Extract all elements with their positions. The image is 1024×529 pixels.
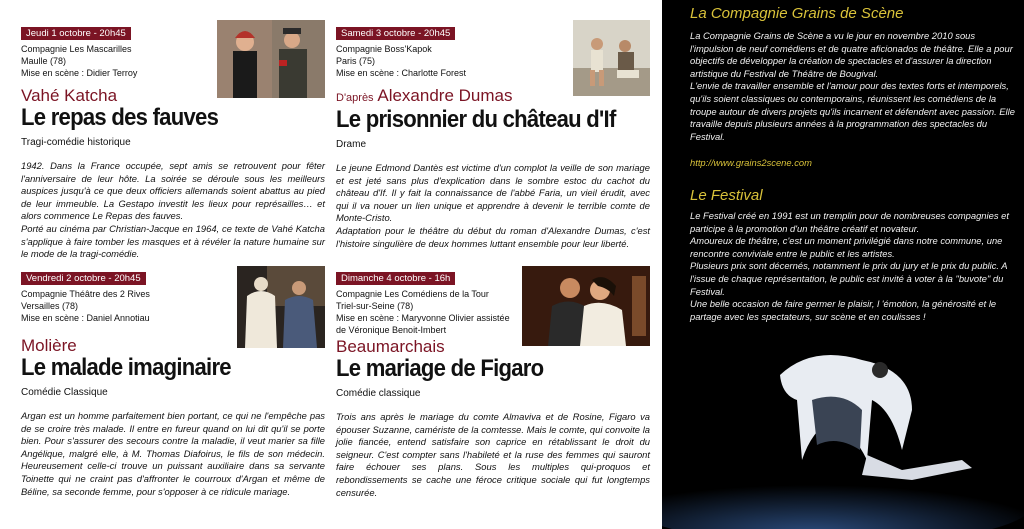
play-photo-mariage-de-figaro <box>522 266 650 346</box>
festival-heading: Le Festival <box>690 187 763 204</box>
play-author: Alexandre Dumas <box>377 86 513 105</box>
company-website-link[interactable]: http://www.grains2scene.com <box>690 157 812 168</box>
play-location: Triel-sur-Seine (78) <box>336 301 414 311</box>
play-title: Le mariage de Figaro <box>336 355 544 382</box>
play-genre: Comédie classique <box>336 388 421 399</box>
company-heading: La Compagnie Grains de Scène <box>690 5 904 22</box>
play-author: Vahé Katcha <box>21 86 118 105</box>
play-title: Le malade imaginaire <box>21 354 231 381</box>
play-synopsis: Trois ans après le mariage du comte Almaviva et de Rosine, Figaro va épouser Suzanne, camériste de la comtesse. Mais le comte, qui convoite la jolie fiancée, entend satisfaire son caprice en rétablissant le droit du seigneur. C'est compter sans l'habileté et la ruse des femmes qui sauront faire échouer ses plans. Sous les multiples qui-proquos et rebondissements se cache une féroce critique sociale qui fut longtemps censurée. <box>336 411 650 498</box>
play-genre: Tragi-comédie historique <box>21 137 131 148</box>
play-location: Versailles (78) <box>21 301 79 311</box>
play-location: Maulle (78) <box>21 56 67 66</box>
play-title: Le prisonnier du château d'If <box>336 106 616 133</box>
play-date: Jeudi 1 octobre - 20h45 <box>21 27 131 40</box>
play-synopsis: Argan est un homme parfaitement bien portant, ce qui ne l'empêche pas de se croire très malade. Il entre en fureur quand on lui dit qu'il se porte bien. Pour s'assurer des secours contre la maladie, il veut marier sa fille Angélique, malgré elle, à M. Thomas Diafoirus, le fils de son médecin. Heureusement celle-ci trouve un puissant auxiliaire dans sa servante Toinette qui ne craint pas d'affronter le courroux d'Argan et même de Béline, sa seconde femme, pour s'opposer à ce ridicule mariage. <box>21 410 325 497</box>
play-company: Compagnie Boss'Kapok <box>336 44 432 54</box>
play-date: Vendredi 2 octobre - 20h45 <box>21 272 146 285</box>
stage-photo <box>662 340 1024 529</box>
play-author: Molière <box>21 336 77 355</box>
play-genre: Comédie Classique <box>21 387 108 398</box>
company-text: La Compagnie Grains de Scène a vu le jour en novembre 2010 sous l'impulsion de neuf comédiens et de quatre aficionados de théâtre. Elle a pour objectifs de développer la création de spectacles et d'assurer la direction artistique du Festival de Théâtre de Bougival. L'envie de travailler ensemble et l'amour pour des textes forts et intemporels, qu'ils soient classiques ou contemporains, réunissent les comédiens de la troupe autour de divers projets qu'ils incarnent et défendent avec passion. Elle travaille depuis plusieurs années à la programmation des spectacles du Festival. <box>690 30 1015 142</box>
play-company: Compagnie Les Comédiens de la Tour <box>336 289 489 299</box>
play-genre: Drame <box>336 139 367 150</box>
play-synopsis: Le jeune Edmond Dantès est victime d'un complot la veille de son mariage et est jeté sans plus d'explication dans le sombre estoc du cachot du château d'If. Il y fait la connaissance de l'abbé Faria, un vieil érudit, avec qui il va nouer un lien unique et apprendre à devenir le terrible comte de Monte-Cristo. Adaptation pour le théâtre du début du roman d'Alexandre Dumas, c'est l'histoire singulière de deux hommes luttant ensemble pour leur liberté. <box>336 162 650 249</box>
play-synopsis: 1942. Dans la France occupée, sept amis se retrouvent pour fêter l'anniversaire de leur hôte. La soirée se déroule sous les meilleurs auspices jusqu'à ce que deux officiers allemands soient abattus au pied de leur immeuble. La Gestapo investit les lieux pour représailles… et alors commence Le Repas des fauves. Porté au cinéma par Christian-Jacque en 1964, ce texte de Vahé Katcha s'applique à faire tomber les masques et à révéler la nature humaine sur le mode de la tragi-comédie. <box>21 160 325 260</box>
play-director: Mise en scène : Didier Terroy <box>21 68 138 78</box>
play-author-prefix: D'après <box>336 92 374 104</box>
play-director: Mise en scène : Charlotte Forest <box>336 68 467 78</box>
play-company: Compagnie Théâtre des 2 Rives <box>21 289 150 299</box>
play-photo-prisonnier-chateau-if <box>573 20 650 96</box>
play-date: Dimanche 4 octobre - 16h <box>336 272 455 285</box>
info-panel <box>662 0 1024 529</box>
play-photo-malade-imaginaire <box>237 266 325 348</box>
play-date: Samedi 3 octobre - 20h45 <box>336 27 455 40</box>
play-location: Paris (75) <box>336 56 376 66</box>
play-title: Le repas des fauves <box>21 104 219 131</box>
play-director: Mise en scène : Daniel Annotiau <box>21 313 150 323</box>
play-director: Mise en scène : Maryvonne Olivier assistée de Véronique Benoit-Imbert <box>336 313 510 335</box>
play-company: Compagnie Les Mascarilles <box>21 44 132 54</box>
play-author: Beaumarchais <box>336 337 445 356</box>
festival-text: Le Festival créé en 1991 est un tremplin pour de nombreuses compagnies et participe à la promotion d'un théâtre créatif et novateur. Amoureux de théâtre, c'est un moment privilégié dans notre commune, une rencontre conviviale entre le public et les artistes. Plusieurs prix sont décernés, notamment le prix du jury et le prix du public. A l'issue de chaque représentation, le public est invité à voter à la "buvote" du Festival. Une belle occasion de faire germer le plaisir, l 'émotion, la générosité et le partage avec les spectateurs, sur scène et en coulisses ! <box>690 210 1009 322</box>
play-photo-repas-des-fauves <box>217 20 325 98</box>
